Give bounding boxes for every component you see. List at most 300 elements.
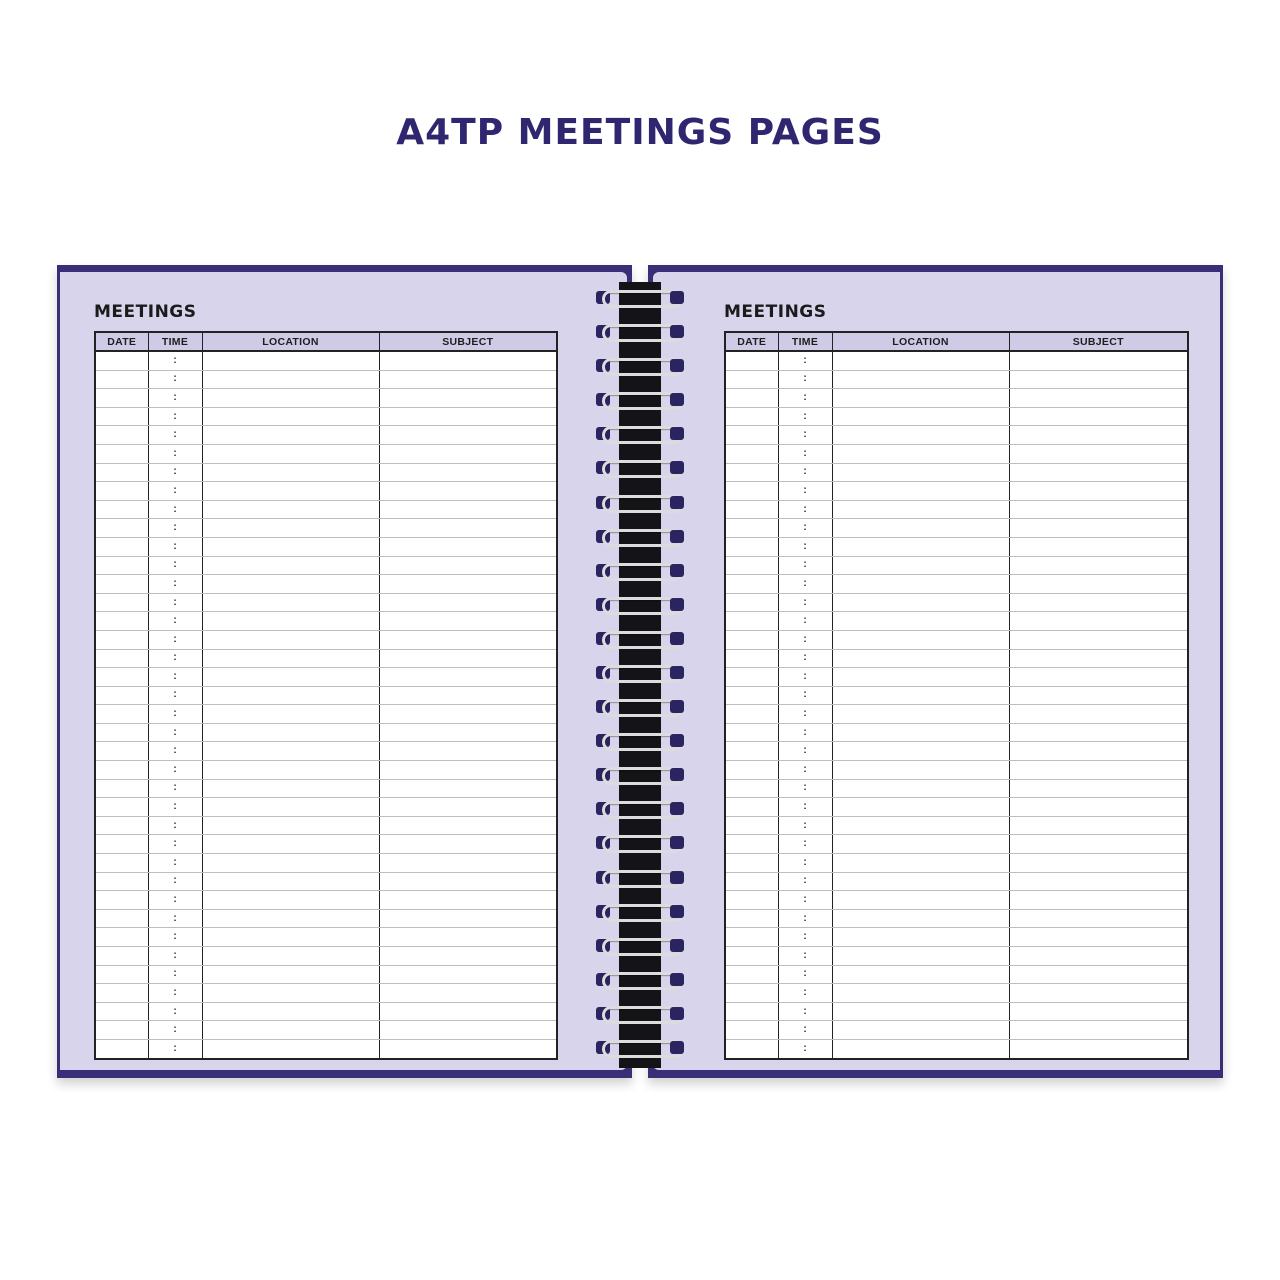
time-cell: : (148, 928, 202, 947)
time-cell: : (148, 351, 202, 370)
location-cell (832, 761, 1009, 780)
binding-ring (592, 1003, 688, 1023)
date-cell (725, 723, 778, 742)
location-cell (832, 519, 1009, 538)
time-cell: : (148, 984, 202, 1003)
table-row (725, 928, 1188, 947)
table-row (725, 1002, 1188, 1021)
time-cell: : (148, 761, 202, 780)
table-row (95, 612, 557, 631)
subject-cell (379, 686, 557, 705)
binding-ring (592, 594, 688, 614)
subject-cell (1009, 500, 1188, 519)
date-cell (725, 909, 778, 928)
time-cell: : (778, 500, 832, 519)
time-cell: : (778, 407, 832, 426)
date-cell (725, 649, 778, 668)
table-row (725, 668, 1188, 687)
date-cell (95, 519, 148, 538)
subject-cell (379, 816, 557, 835)
subject-cell (1009, 984, 1188, 1003)
time-cell: : (778, 779, 832, 798)
subject-cell (379, 575, 557, 594)
date-cell (95, 556, 148, 575)
location-cell (832, 593, 1009, 612)
table-row (95, 482, 557, 501)
location-cell (832, 835, 1009, 854)
column-header-subject: SUBJECT (1009, 332, 1188, 351)
punch-hole (670, 905, 684, 918)
table-row (95, 593, 557, 612)
subject-cell (379, 482, 557, 501)
binding-ring (592, 287, 688, 307)
location-cell (832, 463, 1009, 482)
date-cell (725, 835, 778, 854)
binding-ring (592, 798, 688, 818)
date-cell (95, 984, 148, 1003)
location-cell (202, 1002, 379, 1021)
location-cell (832, 1039, 1009, 1058)
table-row (725, 835, 1188, 854)
location-cell (832, 556, 1009, 575)
table-row (95, 761, 557, 780)
subject-cell (379, 426, 557, 445)
table-row (95, 779, 557, 798)
binding-ring (592, 969, 688, 989)
table-row (725, 370, 1188, 389)
punch-hole (670, 939, 684, 952)
time-cell: : (148, 891, 202, 910)
time-cell: : (148, 854, 202, 873)
subject-cell (379, 891, 557, 910)
date-cell (725, 612, 778, 631)
subject-cell (1009, 482, 1188, 501)
subject-cell (1009, 742, 1188, 761)
date-cell (725, 779, 778, 798)
subject-cell (379, 909, 557, 928)
table-row (95, 742, 557, 761)
location-cell (202, 370, 379, 389)
date-cell (95, 482, 148, 501)
punch-hole (670, 393, 684, 406)
location-cell (832, 370, 1009, 389)
table-row (725, 798, 1188, 817)
location-cell (202, 779, 379, 798)
table-row (95, 965, 557, 984)
time-cell: : (148, 779, 202, 798)
punch-hole (670, 359, 684, 372)
time-cell: : (148, 575, 202, 594)
table-row (95, 891, 557, 910)
subject-cell (1009, 965, 1188, 984)
time-cell: : (778, 742, 832, 761)
subject-cell (1009, 1021, 1188, 1040)
location-cell (202, 891, 379, 910)
column-header-date: DATE (725, 332, 778, 351)
location-cell (832, 872, 1009, 891)
binding-ring (592, 1037, 688, 1057)
location-cell (832, 798, 1009, 817)
date-cell (725, 351, 778, 370)
time-cell: : (778, 686, 832, 705)
location-cell (202, 668, 379, 687)
table-row (95, 630, 557, 649)
date-cell (725, 891, 778, 910)
table-row (95, 816, 557, 835)
subject-cell (1009, 426, 1188, 445)
location-cell (832, 742, 1009, 761)
location-cell (202, 575, 379, 594)
time-cell: : (778, 816, 832, 835)
subject-cell (379, 500, 557, 519)
right-page-title: MEETINGS (724, 302, 827, 322)
time-cell: : (778, 984, 832, 1003)
binding-ring (592, 389, 688, 409)
date-cell (725, 630, 778, 649)
punch-hole (670, 325, 684, 338)
date-cell (725, 519, 778, 538)
location-cell (202, 965, 379, 984)
left-page-title: MEETINGS (94, 302, 197, 322)
subject-cell (1009, 649, 1188, 668)
date-cell (725, 668, 778, 687)
subject-cell (379, 649, 557, 668)
column-header-time: TIME (778, 332, 832, 351)
location-cell (832, 407, 1009, 426)
location-cell (202, 463, 379, 482)
table-row (725, 556, 1188, 575)
date-cell (95, 1021, 148, 1040)
table-row (725, 854, 1188, 873)
subject-cell (379, 984, 557, 1003)
date-cell (725, 965, 778, 984)
table-row (95, 537, 557, 556)
table-row (725, 891, 1188, 910)
binding-ring (592, 526, 688, 546)
time-cell: : (148, 407, 202, 426)
time-cell: : (148, 482, 202, 501)
table-row (725, 351, 1188, 370)
table-row (95, 705, 557, 724)
location-cell (832, 1021, 1009, 1040)
page-heading: A4TP MEETINGS PAGES (396, 112, 884, 153)
time-cell: : (148, 444, 202, 463)
date-cell (95, 537, 148, 556)
subject-cell (1009, 761, 1188, 780)
date-cell (95, 742, 148, 761)
date-cell (725, 482, 778, 501)
column-header-date: DATE (95, 332, 148, 351)
subject-cell (379, 389, 557, 408)
table-row (725, 537, 1188, 556)
table-row (95, 798, 557, 817)
subject-cell (379, 407, 557, 426)
punch-hole (670, 1041, 684, 1054)
table-row (725, 612, 1188, 631)
table-row (725, 649, 1188, 668)
date-cell (725, 1021, 778, 1040)
location-cell (832, 965, 1009, 984)
subject-cell (1009, 519, 1188, 538)
date-cell (95, 705, 148, 724)
table-row (95, 1039, 557, 1058)
date-cell (95, 872, 148, 891)
time-cell: : (148, 742, 202, 761)
time-cell: : (778, 872, 832, 891)
time-cell: : (778, 1021, 832, 1040)
date-cell (725, 872, 778, 891)
time-cell: : (778, 519, 832, 538)
time-cell: : (148, 835, 202, 854)
table-row (725, 482, 1188, 501)
subject-cell (1009, 686, 1188, 705)
punch-hole (670, 836, 684, 849)
table-row (725, 389, 1188, 408)
binding-ring (592, 730, 688, 750)
location-cell (832, 426, 1009, 445)
location-cell (202, 1039, 379, 1058)
date-cell (725, 1002, 778, 1021)
time-cell: : (778, 351, 832, 370)
location-cell (832, 537, 1009, 556)
subject-cell (1009, 1039, 1188, 1058)
table-row (95, 370, 557, 389)
punch-hole (670, 530, 684, 543)
left-page (60, 272, 627, 1070)
date-cell (95, 928, 148, 947)
time-cell: : (148, 705, 202, 724)
location-cell (202, 686, 379, 705)
date-cell (95, 761, 148, 780)
date-cell (95, 444, 148, 463)
time-cell: : (148, 965, 202, 984)
location-cell (832, 500, 1009, 519)
time-cell: : (148, 723, 202, 742)
subject-cell (1009, 928, 1188, 947)
subject-cell (379, 556, 557, 575)
table-row (725, 1039, 1188, 1058)
table-row (725, 761, 1188, 780)
location-cell (202, 909, 379, 928)
table-row (95, 407, 557, 426)
punch-hole (670, 496, 684, 509)
time-cell: : (148, 537, 202, 556)
punch-hole (670, 768, 684, 781)
table-header-row (95, 332, 557, 351)
location-cell (202, 816, 379, 835)
time-cell: : (148, 947, 202, 966)
location-cell (202, 1021, 379, 1040)
date-cell (95, 389, 148, 408)
punch-hole (670, 666, 684, 679)
subject-cell (1009, 947, 1188, 966)
subject-cell (379, 668, 557, 687)
time-cell: : (148, 686, 202, 705)
location-cell (202, 444, 379, 463)
location-cell (832, 668, 1009, 687)
binding-ring (592, 423, 688, 443)
binding-ring (592, 935, 688, 955)
table-row (725, 947, 1188, 966)
binding-ring (592, 628, 688, 648)
column-header-location: LOCATION (832, 332, 1009, 351)
subject-cell (1009, 816, 1188, 835)
location-cell (832, 612, 1009, 631)
binding-ring (592, 662, 688, 682)
binding-ring (592, 355, 688, 375)
punch-hole (670, 632, 684, 645)
table-row (95, 984, 557, 1003)
location-cell (202, 593, 379, 612)
subject-cell (379, 370, 557, 389)
table-row (725, 1021, 1188, 1040)
table-row (95, 854, 557, 873)
table-row (95, 835, 557, 854)
punch-hole (670, 1007, 684, 1020)
location-cell (832, 909, 1009, 928)
subject-cell (1009, 407, 1188, 426)
location-cell (832, 723, 1009, 742)
time-cell: : (778, 556, 832, 575)
binding-ring (592, 901, 688, 921)
time-cell: : (778, 854, 832, 873)
location-cell (202, 389, 379, 408)
time-cell: : (778, 482, 832, 501)
location-cell (832, 705, 1009, 724)
date-cell (725, 593, 778, 612)
subject-cell (379, 947, 557, 966)
date-cell (95, 816, 148, 835)
time-cell: : (148, 668, 202, 687)
table-row (725, 984, 1188, 1003)
table-row (95, 556, 557, 575)
binding-ring (592, 867, 688, 887)
time-cell: : (148, 463, 202, 482)
subject-cell (379, 761, 557, 780)
time-cell: : (148, 426, 202, 445)
subject-cell (379, 835, 557, 854)
table-row (725, 630, 1188, 649)
time-cell: : (778, 928, 832, 947)
time-cell: : (148, 389, 202, 408)
table-row (95, 426, 557, 445)
time-cell: : (148, 1021, 202, 1040)
date-cell (95, 779, 148, 798)
time-cell: : (148, 593, 202, 612)
date-cell (725, 463, 778, 482)
date-cell (95, 686, 148, 705)
time-cell: : (778, 965, 832, 984)
subject-cell (1009, 351, 1188, 370)
subject-cell (379, 593, 557, 612)
date-cell (725, 1039, 778, 1058)
location-cell (202, 537, 379, 556)
subject-cell (379, 1021, 557, 1040)
time-cell: : (778, 389, 832, 408)
table-row (95, 463, 557, 482)
punch-hole (670, 802, 684, 815)
table-row (725, 686, 1188, 705)
location-cell (202, 854, 379, 873)
date-cell (95, 593, 148, 612)
date-cell (95, 1039, 148, 1058)
time-cell: : (778, 575, 832, 594)
subject-cell (1009, 444, 1188, 463)
punch-hole (670, 734, 684, 747)
date-cell (95, 1002, 148, 1021)
table-row (725, 426, 1188, 445)
location-cell (202, 984, 379, 1003)
column-header-location: LOCATION (202, 332, 379, 351)
date-cell (95, 500, 148, 519)
table-row (725, 500, 1188, 519)
date-cell (95, 351, 148, 370)
location-cell (832, 686, 1009, 705)
subject-cell (379, 519, 557, 538)
table-row (725, 742, 1188, 761)
location-cell (832, 389, 1009, 408)
date-cell (725, 947, 778, 966)
date-cell (95, 630, 148, 649)
date-cell (725, 984, 778, 1003)
subject-cell (379, 444, 557, 463)
date-cell (95, 947, 148, 966)
table-row (95, 389, 557, 408)
subject-cell (379, 742, 557, 761)
time-cell: : (778, 463, 832, 482)
date-cell (725, 370, 778, 389)
location-cell (202, 649, 379, 668)
time-cell: : (778, 835, 832, 854)
binding-ring (592, 321, 688, 341)
location-cell (832, 854, 1009, 873)
time-cell: : (148, 798, 202, 817)
subject-cell (1009, 630, 1188, 649)
time-cell: : (148, 500, 202, 519)
time-cell: : (778, 723, 832, 742)
time-cell: : (778, 444, 832, 463)
date-cell (95, 965, 148, 984)
subject-cell (379, 854, 557, 873)
subject-cell (379, 798, 557, 817)
date-cell (725, 537, 778, 556)
location-cell (202, 407, 379, 426)
column-header-subject: SUBJECT (379, 332, 557, 351)
location-cell (832, 444, 1009, 463)
subject-cell (1009, 909, 1188, 928)
binding-ring (592, 457, 688, 477)
subject-cell (379, 872, 557, 891)
location-cell (202, 761, 379, 780)
subject-cell (1009, 537, 1188, 556)
time-cell: : (778, 668, 832, 687)
location-cell (202, 426, 379, 445)
time-cell: : (778, 761, 832, 780)
punch-hole (670, 461, 684, 474)
table-row (95, 351, 557, 370)
punch-hole (670, 973, 684, 986)
table-row (725, 519, 1188, 538)
subject-cell (379, 1039, 557, 1058)
location-cell (202, 723, 379, 742)
date-cell (725, 407, 778, 426)
location-cell (202, 556, 379, 575)
date-cell (725, 686, 778, 705)
spiral-binding (592, 287, 688, 1067)
location-cell (832, 649, 1009, 668)
table-row (95, 1021, 557, 1040)
binding-ring (592, 560, 688, 580)
